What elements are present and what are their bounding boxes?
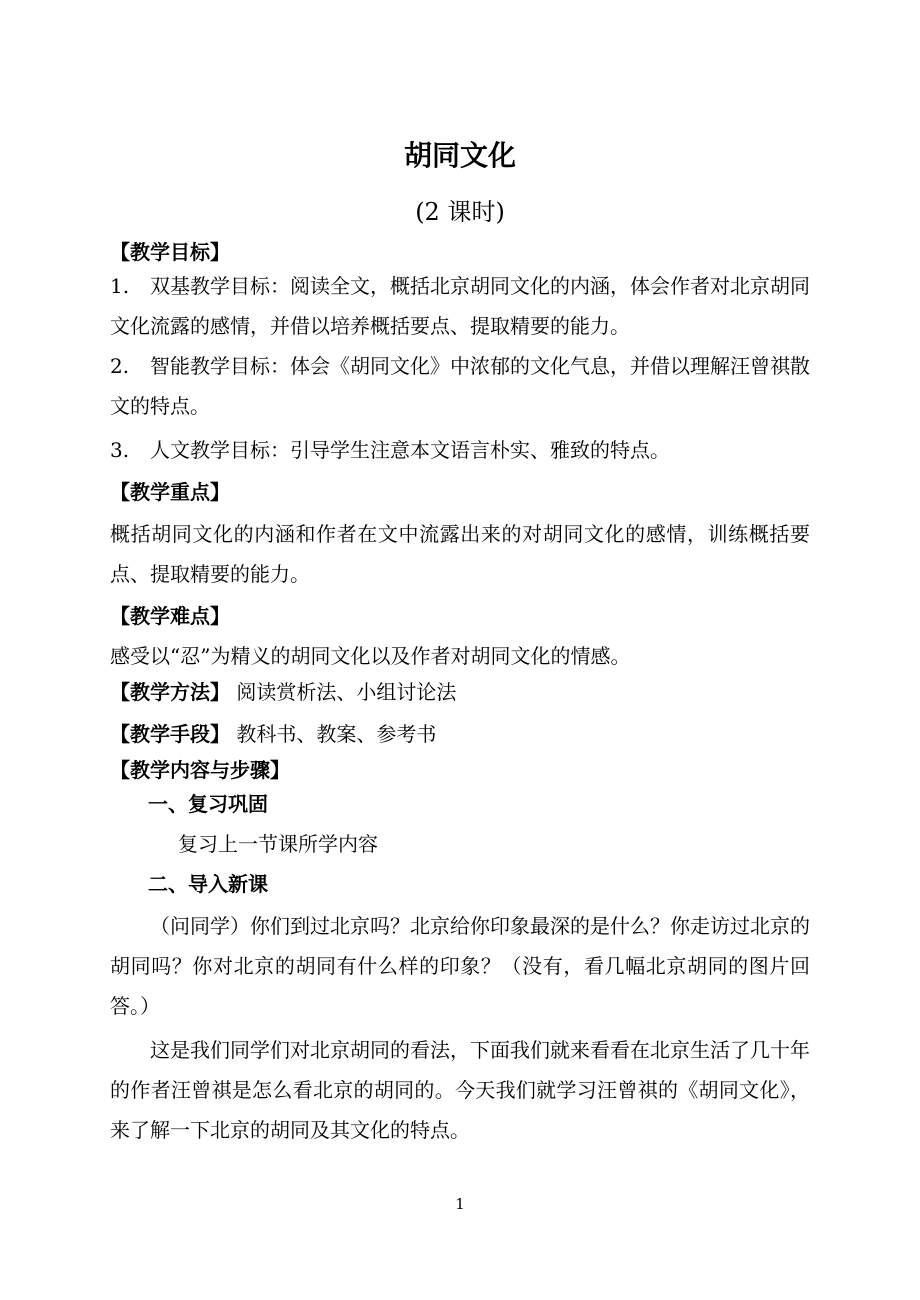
objective-text: 双基教学目标：阅读全文，概括北京胡同文化的内涵，体会作者对北京胡同文化流露的感情，并借以培养概括要点、提取精要的能力。 [110,274,810,338]
objective-item-3 [110,430,810,470]
objective-number: 3. [110,438,130,462]
methods-text: 阅读赏析法、小组讨论法 [236,680,457,704]
key-points-text: 概括胡同文化的内涵和作者在文中流露出来的对胡同文化的感情，训练概括要点、提取精要的能力。 [110,522,810,586]
section1-text: 复习上一节课所学内容 [178,832,378,856]
objective-item-2 [110,346,810,426]
objective-text: 人文教学目标：引导学生注意本文语言朴实、雅致的特点。 [150,438,670,462]
content-heading: 【教学内容与步骤】 [110,758,290,782]
methods-line [110,672,810,712]
methods-heading: 【教学方法】 [110,680,230,704]
difficulties-heading: 【教学难点】 [110,604,230,628]
objectives-heading: 【教学目标】 [110,240,230,264]
objective-number: 2. [110,354,130,378]
section1-heading: 一、复习巩固 [148,792,268,816]
section2-paragraph-1: （问同学）你们到过北京吗？北京给你印象最深的是什么？你走访过北京的胡同吗？你对北京的胡同有什么样的印象？（没有，看几幅北京胡同的图片回答。） [110,914,810,1018]
means-line [110,714,810,754]
means-text: 教科书、教案、参考书 [236,722,437,746]
objective-item-1 [110,266,810,346]
means-heading: 【教学手段】 [110,722,230,746]
document-title: 胡同文化 [403,139,516,172]
objective-text: 智能教学目标：体会《胡同文化》中浓郁的文化气息，并借以理解汪曾祺散文的特点。 [110,354,810,418]
section2-heading: 二、导入新课 [148,872,268,896]
page-number: 1 [455,1195,465,1213]
document-subtitle: (2 课时) [415,198,505,226]
objective-number: 1. [110,274,130,298]
key-points-heading: 【教学重点】 [110,480,230,504]
difficulties-text: 感受以“忍”为精义的胡同文化以及作者对胡同文化的情感。 [110,644,631,668]
section2-paragraph-2: 这是我们同学们对北京胡同的看法，下面我们就来看看在北京生活了几十年的作者汪曾祺是怎么看北京的胡同的。今天我们就学习汪曾祺的《胡同文化》，来了解一下北京的胡同及其文化的特点。 [110,1038,810,1142]
